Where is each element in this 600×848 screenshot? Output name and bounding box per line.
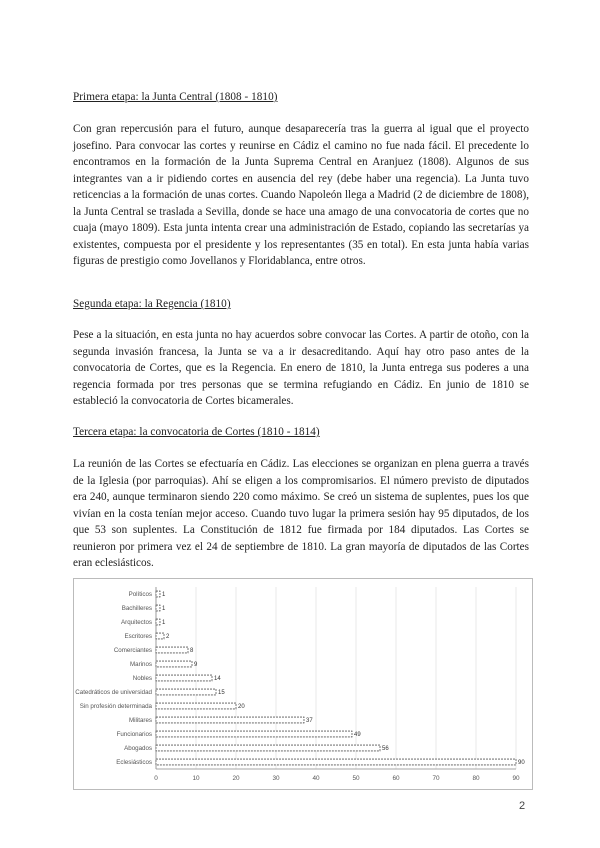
category-label: Arquitectos <box>121 619 152 626</box>
category-label: Abogados <box>124 745 152 752</box>
x-tick-label: 20 <box>232 775 240 782</box>
x-tick-label: 50 <box>352 775 360 782</box>
bar-chart-svg <box>74 579 532 789</box>
x-tick-label: 80 <box>472 775 480 782</box>
bar <box>156 689 216 695</box>
value-label: 14 <box>214 676 221 682</box>
value-label: 37 <box>306 718 313 724</box>
section-paragraph-1 <box>73 121 529 270</box>
bar <box>156 619 160 625</box>
bar <box>156 605 160 611</box>
bar <box>156 675 212 681</box>
value-label: 1 <box>162 592 166 598</box>
category-label: Bachilleres <box>121 605 152 612</box>
value-label: 1 <box>162 606 166 612</box>
bar <box>156 731 352 737</box>
value-label: 1 <box>162 620 166 626</box>
value-label: 15 <box>218 690 225 696</box>
bar <box>156 591 160 597</box>
section-heading-2: Segunda etapa: la Regencia (1810) <box>73 298 231 310</box>
x-tick-label: 60 <box>392 775 400 782</box>
value-label: 49 <box>354 732 361 738</box>
x-tick-label: 30 <box>272 775 280 782</box>
bar <box>156 633 164 639</box>
section-heading-1: Primera etapa: la Junta Central (1808 - 1810) <box>73 91 278 103</box>
category-label: Militares <box>128 717 152 724</box>
value-label: 20 <box>238 704 245 710</box>
section-heading-3: Tercera etapa: la convocatoria de Cortes (1810 - 1814) <box>73 426 320 438</box>
bar <box>156 717 304 723</box>
category-label: Eclesiásticos <box>116 759 152 766</box>
category-label: Escritores <box>124 633 152 640</box>
bar <box>156 647 188 653</box>
value-label: 90 <box>518 760 525 766</box>
category-label: Comerciantes <box>113 647 152 654</box>
category-label: Catedráticos de universidad <box>75 689 152 696</box>
x-tick-label: 40 <box>312 775 320 782</box>
paragraph-text: La reunión de las Cortes se efectuaría en Cádiz. Las elecciones se organizan en plena guerra a través de la Iglesia (por parroquias). Ahí se eligen a los compromisarios. El número previsto de diputados era 240, aunque terminaron siendo 220 como máximo. Se creó un sistema de suplentes, pues los que vivían en la costa tenían mejor acceso. Cuando tuvo lugar la primera sesión hay 95 diputados, de los que 53 son suplentes. La Constitución de 1812 fue firmada por 184 diputados. Las Cortes se reunieron por primera vez el 24 de septiembre de 1810. La gran mayoría de diputados de las Cortes eran eclesiásticos. <box>73 458 529 569</box>
section-paragraph-2 <box>73 327 529 410</box>
section-paragraph-3 <box>73 456 529 572</box>
x-tick-label: 0 <box>154 775 158 782</box>
deputies-profession-chart <box>73 578 533 790</box>
value-label: 8 <box>190 648 194 654</box>
bar <box>156 661 192 667</box>
paragraph-text: Pese a la situación, en esta junta no hay acuerdos sobre convocar las Cortes. A partir de otoño, con la segunda invasión francesa, la Junta se va a ir desacreditando. Aquí hay otro paso antes de la convocatoria de Cortes, que es la Regencia. En enero de 1810, la Junta entrega sus poderes a una regencia formada por tres personas que se termina refugiando en Cádiz. En junio de 1810 se estableció la convocatoria de Cortes bicamerales. <box>73 329 529 407</box>
x-tick-label: 70 <box>432 775 440 782</box>
bar <box>156 759 516 765</box>
category-label: Marinos <box>129 661 152 668</box>
category-label: Nobles <box>132 675 152 682</box>
bar <box>156 745 380 751</box>
category-label: Funcionarios <box>116 731 152 738</box>
page-number: 2 <box>519 800 526 812</box>
bar <box>156 703 236 709</box>
value-label: 56 <box>382 746 389 752</box>
x-tick-label: 10 <box>192 775 200 782</box>
category-label: Políticos <box>128 591 152 598</box>
value-label: 9 <box>194 662 198 668</box>
x-tick-label: 90 <box>512 775 520 782</box>
paragraph-text: Con gran repercusión para el futuro, aunque desaparecería tras la guerra al igual que el proyecto josefino. Para convocar las cortes y reunirse en Cádiz el camino no fue nada fácil. El precedente lo encontramos en la formación de la Junta Suprema Central en Aranjuez (1808). Algunos de sus integrantes van a ir pidiendo cortes en ausencia del rey (debe haber una regencia). La Junta tuvo reticencias a la formación de unas cortes. Cuando Napoleón llega a Madrid (2 de diciembre de 1808), la Junta Central se traslada a Sevilla, donde se hace una amago de una convocatoria de cortes que no cuaja (mayo 1809). Esta junta intenta crear una administración de Estado, copiando las secretarías ya existentes, compuesta por el presidente y los representantes (35 en total). En esta junta había varias figuras de prestigio como Jovellanos y Floridablanca, entre otros. <box>73 123 529 267</box>
value-label: 2 <box>166 634 170 640</box>
category-label: Sin profesión determinada <box>79 703 152 710</box>
